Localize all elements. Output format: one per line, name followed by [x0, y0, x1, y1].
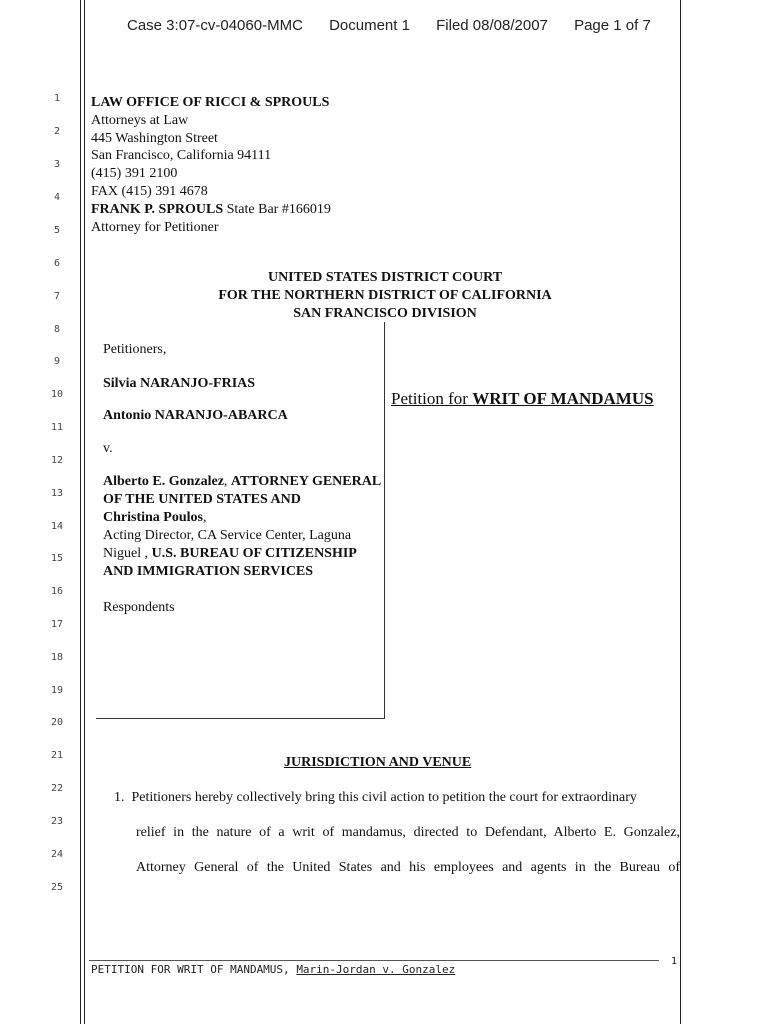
line-number: 3	[53, 159, 61, 170]
line-number: 12	[50, 455, 64, 466]
court-line-2: FOR THE NORTHERN DISTRICT OF CALIFORNIA	[218, 288, 552, 303]
line-number: 21	[50, 750, 64, 761]
line-number: 2	[53, 126, 61, 137]
line-number: 9	[53, 356, 61, 367]
footer-divider	[89, 960, 659, 961]
respondent-2-description	[103, 527, 383, 581]
paragraph-1-line-2: relief in the nature of a writ of mandamus, directed to Defendant, Alberto E. Gonzalez,	[136, 825, 680, 840]
petitioner-1: Silvia NARANJO-FRIAS	[103, 376, 256, 391]
header-page: Page 1 of 7	[574, 17, 651, 34]
header-document: Document 1	[329, 17, 410, 34]
line-number: 4	[53, 192, 61, 203]
line-number: 25	[50, 882, 64, 893]
respondent-1-title: ATTORNEY GENERAL OF THE UNITED STATES AND	[103, 474, 381, 507]
left-margin-line-outer	[80, 0, 81, 1024]
document-header	[127, 17, 673, 34]
petitioner-2: Antonio NARANJO-ABARCA	[103, 408, 288, 423]
line-number: 6	[53, 258, 61, 269]
line-number: 7	[53, 291, 61, 302]
court-heading	[140, 269, 630, 323]
line-number: 1	[53, 93, 61, 104]
respondent-2-role: Acting Director, CA Service Center, Laguna Niguel ,	[103, 528, 352, 561]
respondent-2-comma: ,	[202, 510, 207, 525]
line-number: 22	[50, 783, 64, 794]
footer-title: PETITION FOR WRIT OF MANDAMUS,	[91, 963, 297, 976]
attorney-role: Attorney for Petitioner	[91, 219, 219, 235]
footer-case-name: Marin-Jordan v. Gonzalez	[296, 963, 456, 976]
petition-prefix: Petition for	[391, 389, 473, 408]
respondent-1-name: Alberto E. Gonzalez	[103, 474, 224, 489]
paragraph-number: 1.	[114, 790, 125, 805]
respondent-2-agency: U.S. BUREAU OF CITIZENSHIP AND IMMIGRATION SERVICES	[103, 546, 357, 579]
petition-title	[391, 389, 654, 409]
header-case-number: Case 3:07-cv-04060-MMC	[127, 17, 303, 34]
line-number: 14	[50, 521, 64, 532]
firm-fax: FAX (415) 391 4678	[91, 183, 208, 199]
firm-city: San Francisco, California 94111	[91, 148, 272, 164]
line-number: 18	[50, 652, 64, 663]
line-number: 15	[50, 553, 64, 564]
line-number: 23	[50, 816, 64, 827]
attorney-line	[91, 201, 331, 219]
page-footer	[91, 963, 455, 976]
respondent-2-name: Christina Poulos	[103, 510, 203, 525]
line-number: 13	[50, 488, 64, 499]
line-number: 10	[50, 389, 64, 400]
firm-name: LAW OFFICE OF RICCI & SPROULS	[91, 95, 330, 110]
attorney-name: FRANK P. SPROULS	[91, 201, 224, 217]
line-number: 5	[53, 225, 61, 236]
firm-subtitle: Attorneys at Law	[91, 112, 189, 128]
header-filed-date: Filed 08/08/2007	[436, 17, 548, 34]
court-line-1: UNITED STATES DISTRICT COURT	[267, 270, 503, 285]
case-caption	[103, 341, 383, 617]
right-margin-line	[680, 0, 681, 1024]
firm-phone: (415) 391 2100	[91, 166, 178, 182]
left-margin-line-inner	[84, 0, 85, 1024]
respondents-label: Respondents	[103, 600, 175, 615]
line-number: 24	[50, 849, 64, 860]
attorney-bar-number: State Bar #166019	[223, 201, 331, 217]
paragraph-1-line-1	[114, 790, 637, 806]
paragraph-1-line-3: Attorney General of the United States and his employees and agents in the Bureau of	[136, 860, 680, 875]
line-number: 19	[50, 685, 64, 696]
line-number: 16	[50, 586, 64, 597]
respondent-1	[103, 473, 383, 509]
paragraph-1-text-1: Petitioners hereby collectively bring this civil action to petition the court for extraordinary	[131, 790, 637, 805]
line-number: 11	[50, 422, 64, 433]
court-line-3: SAN FRANCISCO DIVISION	[293, 306, 477, 321]
caption-right-border	[384, 322, 385, 718]
firm-street: 445 Washington Street	[91, 130, 218, 146]
petition-writ-title: WRIT OF MANDAMUS	[472, 389, 654, 408]
line-number: 20	[50, 717, 64, 728]
section-heading: JURISDICTION AND VENUE	[284, 755, 472, 770]
line-number: 8	[53, 324, 61, 335]
caption-bottom-border	[96, 718, 385, 719]
versus: v.	[103, 441, 113, 456]
petitioners-label: Petitioners,	[103, 342, 167, 357]
respondent-1-separator: ,	[223, 474, 231, 489]
respondent-2	[103, 509, 383, 527]
law-firm-block	[91, 94, 331, 236]
line-number: 17	[50, 619, 64, 630]
page-number: 1	[671, 956, 678, 967]
